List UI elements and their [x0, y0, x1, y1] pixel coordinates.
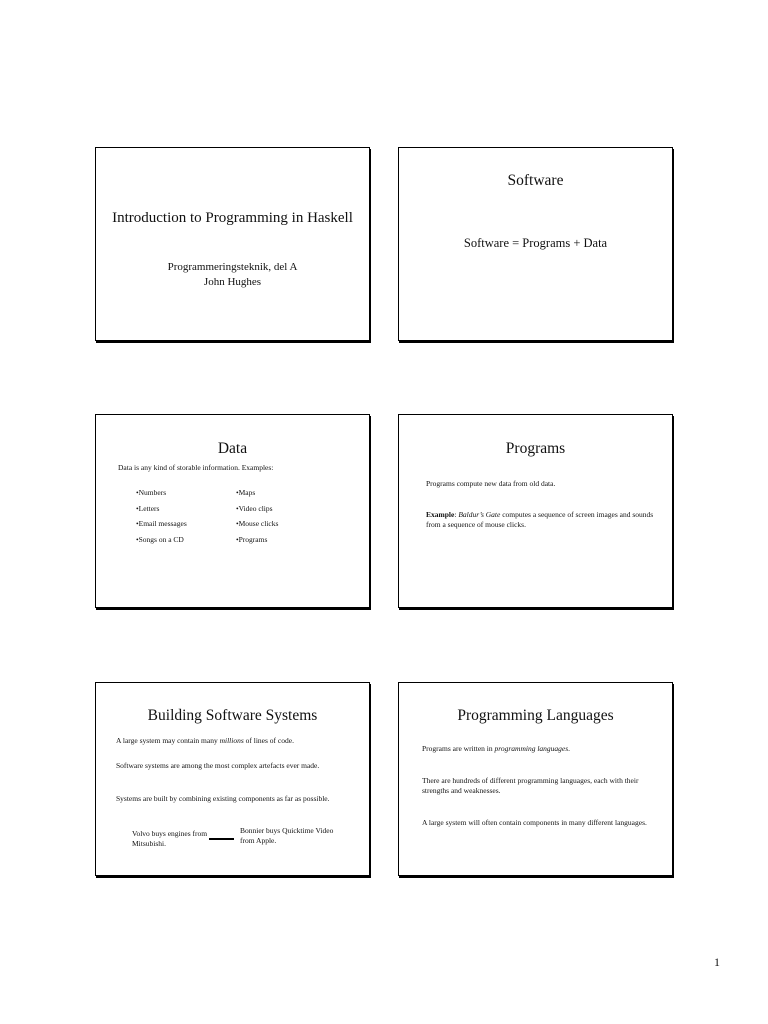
slide-building-software-systems [95, 682, 370, 876]
emphasized-text: millions [219, 736, 244, 745]
slide-title: Software [507, 172, 564, 189]
slide-paragraph: Programs compute new data from old data. [426, 479, 556, 488]
slide-subtitle: Programmeringsteknik, del A [167, 261, 298, 273]
list-item: •Letters [136, 504, 160, 513]
page-number: 1 [714, 955, 720, 969]
slide-paragraph: Software systems are among the most complex artefacts ever made. [116, 761, 320, 770]
list-item: •Mouse clicks [236, 519, 279, 528]
slide-title: Introduction to Programming in Haskell [112, 210, 353, 226]
slide-title: Programming Languages [457, 707, 614, 724]
list-item: •Email messages [136, 519, 187, 528]
slide-title: Building Software Systems [147, 707, 318, 724]
example-text: computes a sequence of screen images and sounds from a sequence of mouse clicks. [426, 510, 654, 529]
slide-paragraph: There are hundreds of different programming languages, each with their strengths and weaknesses. [422, 776, 639, 795]
slide-paragraph: Systems are built by combining existing components as far as possible. [116, 794, 330, 803]
software-equation: Software = Programs + Data [463, 236, 608, 250]
slide-software [398, 147, 673, 341]
example-paragraph [426, 510, 656, 529]
list-item: •Songs on a CD [136, 535, 184, 544]
slide-author: John Hughes [203, 276, 262, 288]
list-item: •Programs [236, 535, 268, 544]
example-label: Example [426, 510, 455, 519]
bonnier-caption: Bonnier buys Quicktime Video from Apple. [240, 826, 334, 845]
slide-paragraph [116, 736, 356, 746]
game-title: Baldur’s Gate [458, 510, 501, 519]
slide-data [95, 414, 370, 608]
connector-line [209, 838, 234, 840]
emphasized-text: programming languages [494, 744, 569, 753]
slide-paragraph [422, 744, 662, 754]
paragraph-text: of lines of code. [243, 736, 294, 745]
slide-intro-text: Data is any kind of storable information. Examples: [118, 463, 274, 472]
slide-paragraph: A large system will often contain components in many different languages. [422, 818, 647, 827]
list-item: •Video clips [236, 504, 273, 513]
slide-title: Data [217, 440, 248, 457]
slide-title: Programs [505, 440, 566, 457]
paragraph-text: . [568, 744, 571, 753]
slide-programming-languages [398, 682, 673, 876]
list-item: •Numbers [136, 488, 167, 497]
paragraph-text: Programs are written in [422, 744, 495, 753]
paragraph-text: A large system may contain many [116, 736, 220, 745]
example-separator: : [454, 510, 459, 519]
list-item: •Maps [236, 488, 256, 497]
slide-title-slide [95, 147, 370, 341]
slide-programs [398, 414, 673, 608]
volvo-caption: Volvo buys engines from Mitsubishi. [132, 829, 208, 848]
